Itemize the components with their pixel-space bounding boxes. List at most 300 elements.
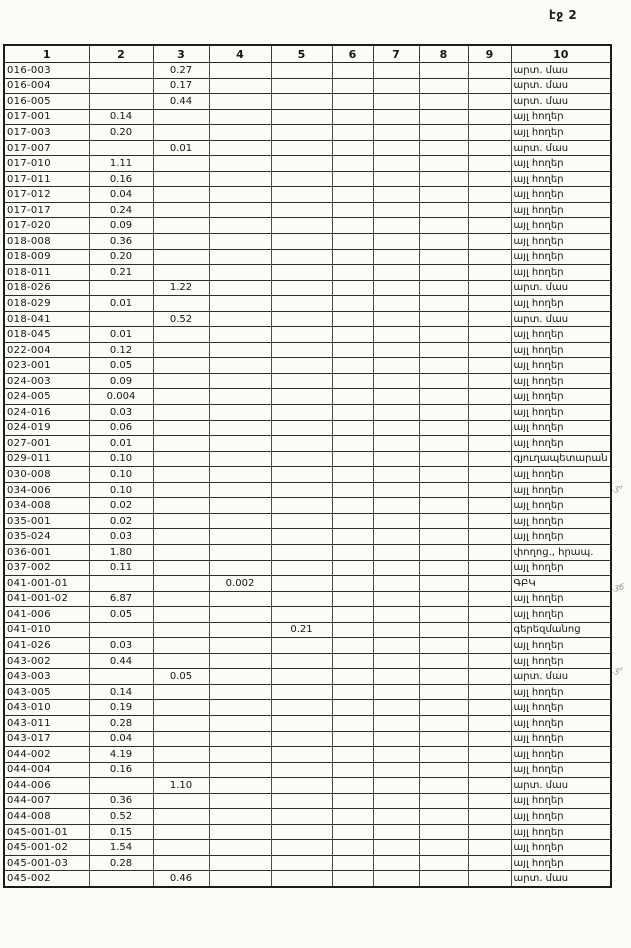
value-cell — [373, 296, 419, 312]
value-cell — [332, 762, 373, 778]
value-cell — [209, 358, 271, 374]
value-cell: 0.44 — [153, 94, 209, 110]
value-cell: 0.01 — [89, 296, 153, 312]
table-row — [4, 389, 611, 405]
value-cell — [373, 63, 419, 79]
parcel-code: 017-011 — [4, 171, 89, 187]
parcel-code: 034-006 — [4, 482, 89, 498]
value-cell — [419, 202, 468, 218]
value-cell: 0.12 — [89, 342, 153, 358]
parcel-code: 017-010 — [4, 156, 89, 172]
value-cell — [373, 311, 419, 327]
land-use-label: արտ. մաս — [511, 311, 611, 327]
value-cell — [419, 684, 468, 700]
value-cell — [271, 809, 332, 825]
value-cell — [419, 171, 468, 187]
value-cell — [419, 405, 468, 421]
land-use-label: այլ հողեր — [511, 715, 611, 731]
value-cell — [373, 249, 419, 265]
value-cell: 0.10 — [89, 451, 153, 467]
handwritten-margin-note: .ʒᵈ — [612, 483, 623, 493]
value-cell — [209, 824, 271, 840]
value-cell — [468, 669, 511, 685]
value-cell — [468, 218, 511, 234]
value-cell — [271, 249, 332, 265]
value-cell — [419, 622, 468, 638]
value-cell — [271, 560, 332, 576]
value-cell — [271, 156, 332, 172]
value-cell — [419, 747, 468, 763]
value-cell — [468, 622, 511, 638]
value-cell — [468, 405, 511, 421]
parcel-code: 044-004 — [4, 762, 89, 778]
value-cell — [209, 653, 271, 669]
table-row — [4, 373, 611, 389]
value-cell — [271, 855, 332, 871]
parcel-code: 017-003 — [4, 125, 89, 141]
value-cell — [373, 78, 419, 94]
value-cell: 0.01 — [153, 140, 209, 156]
value-cell — [271, 607, 332, 623]
table-row — [4, 436, 611, 452]
value-cell — [332, 482, 373, 498]
value-cell — [209, 202, 271, 218]
parcel-code: 024-019 — [4, 420, 89, 436]
value-cell — [209, 234, 271, 250]
value-cell — [373, 591, 419, 607]
table-row — [4, 607, 611, 623]
column-header: 5 — [271, 45, 332, 63]
value-cell — [89, 669, 153, 685]
value-cell — [373, 451, 419, 467]
value-cell: 0.03 — [89, 405, 153, 421]
value-cell — [468, 855, 511, 871]
value-cell — [419, 809, 468, 825]
value-cell — [209, 342, 271, 358]
value-cell — [209, 109, 271, 125]
table-row — [4, 576, 611, 592]
value-cell — [153, 327, 209, 343]
land-use-label: այլ հողեր — [511, 607, 611, 623]
value-cell — [153, 358, 209, 374]
value-cell — [153, 762, 209, 778]
value-cell — [419, 156, 468, 172]
land-use-label: այլ հողեր — [511, 187, 611, 203]
value-cell — [419, 653, 468, 669]
value-cell — [468, 373, 511, 389]
value-cell — [419, 280, 468, 296]
value-cell — [332, 544, 373, 560]
value-cell — [373, 529, 419, 545]
value-cell: 6.87 — [89, 591, 153, 607]
value-cell: 0.20 — [89, 125, 153, 141]
value-cell — [419, 140, 468, 156]
land-use-label: այլ հողեր — [511, 342, 611, 358]
value-cell — [89, 622, 153, 638]
value-cell — [468, 311, 511, 327]
value-cell — [373, 638, 419, 654]
value-cell — [419, 607, 468, 623]
land-use-label: այլ հողեր — [511, 467, 611, 483]
column-header: 10 — [511, 45, 611, 63]
value-cell — [271, 871, 332, 887]
value-cell — [419, 840, 468, 856]
value-cell — [209, 436, 271, 452]
value-cell — [271, 653, 332, 669]
table-row — [4, 171, 611, 187]
table-row — [4, 358, 611, 374]
table-row — [4, 482, 611, 498]
column-header: 8 — [419, 45, 468, 63]
value-cell — [468, 140, 511, 156]
value-cell: 0.05 — [89, 607, 153, 623]
land-use-label: այլ հողեր — [511, 700, 611, 716]
value-cell — [153, 560, 209, 576]
parcel-code: 045-001-03 — [4, 855, 89, 871]
value-cell: 0.01 — [89, 327, 153, 343]
land-use-label: այլ հողեր — [511, 389, 611, 405]
value-cell — [153, 125, 209, 141]
value-cell — [468, 793, 511, 809]
land-use-label: այլ հողեր — [511, 653, 611, 669]
parcel-code: 018-008 — [4, 234, 89, 250]
value-cell: 0.09 — [89, 218, 153, 234]
value-cell — [271, 840, 332, 856]
value-cell — [89, 871, 153, 887]
table-row — [4, 467, 611, 483]
value-cell — [209, 855, 271, 871]
value-cell — [332, 467, 373, 483]
column-header: 4 — [209, 45, 271, 63]
value-cell — [209, 249, 271, 265]
value-cell — [153, 342, 209, 358]
value-cell — [332, 747, 373, 763]
value-cell — [419, 544, 468, 560]
value-cell: 0.46 — [153, 871, 209, 887]
value-cell — [209, 187, 271, 203]
table-row — [4, 513, 611, 529]
value-cell — [209, 280, 271, 296]
table-row — [4, 715, 611, 731]
table-row — [4, 700, 611, 716]
value-cell — [332, 342, 373, 358]
land-use-label: ԳԲԿ — [511, 576, 611, 592]
value-cell — [468, 436, 511, 452]
value-cell — [271, 327, 332, 343]
column-header: 6 — [332, 45, 373, 63]
value-cell — [153, 840, 209, 856]
table-row — [4, 125, 611, 141]
value-cell — [89, 94, 153, 110]
value-cell: 0.002 — [209, 576, 271, 592]
value-cell — [209, 793, 271, 809]
value-cell — [419, 576, 468, 592]
parcel-code: 029-011 — [4, 451, 89, 467]
table-row — [4, 840, 611, 856]
value-cell — [153, 731, 209, 747]
value-cell — [468, 78, 511, 94]
value-cell — [209, 840, 271, 856]
handwritten-margin-note: .ʒб — [612, 583, 625, 593]
value-cell — [419, 311, 468, 327]
table-row — [4, 684, 611, 700]
value-cell — [271, 140, 332, 156]
value-cell — [419, 560, 468, 576]
value-cell — [373, 436, 419, 452]
table-row — [4, 296, 611, 312]
value-cell — [468, 125, 511, 141]
value-cell — [468, 280, 511, 296]
table-row — [4, 544, 611, 560]
table-row — [4, 280, 611, 296]
value-cell: 0.21 — [89, 265, 153, 281]
value-cell — [468, 700, 511, 716]
value-cell — [419, 529, 468, 545]
value-cell — [209, 373, 271, 389]
value-cell — [373, 684, 419, 700]
table-row — [4, 405, 611, 421]
value-cell — [468, 296, 511, 312]
land-use-label: այլ հողեր — [511, 436, 611, 452]
value-cell — [419, 78, 468, 94]
parcel-code: 035-024 — [4, 529, 89, 545]
value-cell — [419, 63, 468, 79]
parcel-code: 043-003 — [4, 669, 89, 685]
parcel-code: 041-001-02 — [4, 591, 89, 607]
value-cell — [153, 700, 209, 716]
value-cell — [271, 187, 332, 203]
value-cell — [373, 405, 419, 421]
land-use-label: այլ հողեր — [511, 296, 611, 312]
value-cell: 0.27 — [153, 63, 209, 79]
value-cell — [332, 140, 373, 156]
value-cell — [419, 327, 468, 343]
parcel-code: 044-008 — [4, 809, 89, 825]
value-cell — [332, 249, 373, 265]
value-cell — [209, 731, 271, 747]
table-row — [4, 793, 611, 809]
value-cell — [468, 265, 511, 281]
value-cell — [419, 249, 468, 265]
value-cell — [468, 778, 511, 794]
value-cell — [468, 840, 511, 856]
land-use-label: այլ հողեր — [511, 373, 611, 389]
value-cell — [468, 202, 511, 218]
value-cell: 0.06 — [89, 420, 153, 436]
value-cell — [271, 265, 332, 281]
value-cell — [468, 249, 511, 265]
parcel-code: 018-041 — [4, 311, 89, 327]
table-row — [4, 63, 611, 79]
parcel-code: 027-001 — [4, 436, 89, 452]
value-cell — [89, 63, 153, 79]
land-use-label: այլ հողեր — [511, 420, 611, 436]
land-use-label: այլ հողեր — [511, 591, 611, 607]
value-cell — [419, 187, 468, 203]
value-cell — [332, 576, 373, 592]
value-cell — [419, 871, 468, 887]
value-cell — [332, 265, 373, 281]
land-use-label: այլ հողեր — [511, 747, 611, 763]
parcel-code: 016-005 — [4, 94, 89, 110]
column-header: 1 — [4, 45, 89, 63]
value-cell — [209, 311, 271, 327]
value-cell: 1.10 — [153, 778, 209, 794]
value-cell — [153, 451, 209, 467]
value-cell — [468, 327, 511, 343]
value-cell — [332, 280, 373, 296]
value-cell — [373, 373, 419, 389]
value-cell — [373, 809, 419, 825]
value-cell — [373, 576, 419, 592]
table-row — [4, 560, 611, 576]
table-row — [4, 311, 611, 327]
value-cell — [419, 498, 468, 514]
column-header: 2 — [89, 45, 153, 63]
table-row — [4, 202, 611, 218]
parcel-code: 024-016 — [4, 405, 89, 421]
value-cell — [373, 715, 419, 731]
table-body — [4, 63, 611, 887]
value-cell — [332, 109, 373, 125]
land-use-label: այլ հողեր — [511, 824, 611, 840]
value-cell: 0.03 — [89, 638, 153, 654]
value-cell — [271, 762, 332, 778]
value-cell — [373, 358, 419, 374]
value-cell: 0.04 — [89, 187, 153, 203]
parcel-code: 035-001 — [4, 513, 89, 529]
value-cell — [468, 731, 511, 747]
value-cell — [271, 591, 332, 607]
value-cell — [332, 156, 373, 172]
value-cell — [419, 824, 468, 840]
value-cell — [332, 436, 373, 452]
value-cell — [271, 513, 332, 529]
parcel-code: 043-010 — [4, 700, 89, 716]
table-row — [4, 809, 611, 825]
value-cell — [419, 342, 468, 358]
value-cell — [89, 576, 153, 592]
value-cell — [332, 591, 373, 607]
value-cell — [153, 249, 209, 265]
value-cell: 0.36 — [89, 234, 153, 250]
value-cell — [419, 451, 468, 467]
value-cell — [153, 109, 209, 125]
value-cell: 0.36 — [89, 793, 153, 809]
value-cell — [332, 715, 373, 731]
parcel-code: 044-006 — [4, 778, 89, 794]
parcel-code: 018-009 — [4, 249, 89, 265]
value-cell — [373, 156, 419, 172]
land-use-label: արտ. մաս — [511, 778, 611, 794]
value-cell — [209, 218, 271, 234]
value-cell — [153, 576, 209, 592]
land-use-label: արտ. մաս — [511, 78, 611, 94]
value-cell — [153, 513, 209, 529]
value-cell: 0.17 — [153, 78, 209, 94]
value-cell — [468, 544, 511, 560]
value-cell — [468, 529, 511, 545]
value-cell — [332, 327, 373, 343]
value-cell — [209, 622, 271, 638]
value-cell — [468, 560, 511, 576]
value-cell — [373, 840, 419, 856]
land-use-label: այլ հողեր — [511, 762, 611, 778]
value-cell — [468, 451, 511, 467]
value-cell — [271, 171, 332, 187]
parcel-code: 034-008 — [4, 498, 89, 514]
value-cell — [373, 327, 419, 343]
parcel-code: 017-012 — [4, 187, 89, 203]
value-cell — [332, 840, 373, 856]
table-row — [4, 234, 611, 250]
table-row — [4, 591, 611, 607]
value-cell — [419, 373, 468, 389]
value-cell — [209, 94, 271, 110]
value-cell — [332, 560, 373, 576]
value-cell: 0.20 — [89, 249, 153, 265]
value-cell — [271, 731, 332, 747]
value-cell — [419, 669, 468, 685]
value-cell — [332, 855, 373, 871]
parcel-code: 024-003 — [4, 373, 89, 389]
value-cell — [209, 296, 271, 312]
land-use-label: այլ հողեր — [511, 202, 611, 218]
value-cell — [373, 467, 419, 483]
value-cell — [419, 94, 468, 110]
value-cell — [419, 389, 468, 405]
value-cell — [373, 622, 419, 638]
value-cell — [153, 373, 209, 389]
value-cell — [332, 202, 373, 218]
parcel-code: 017-020 — [4, 218, 89, 234]
value-cell — [332, 171, 373, 187]
value-cell — [373, 855, 419, 871]
parcel-code: 022-004 — [4, 342, 89, 358]
value-cell — [332, 218, 373, 234]
table-row — [4, 498, 611, 514]
value-cell — [271, 498, 332, 514]
value-cell — [209, 529, 271, 545]
value-cell — [373, 342, 419, 358]
value-cell — [153, 420, 209, 436]
value-cell — [332, 420, 373, 436]
value-cell — [153, 482, 209, 498]
value-cell: 1.54 — [89, 840, 153, 856]
land-use-label: այլ հողեր — [511, 218, 611, 234]
value-cell — [89, 78, 153, 94]
value-cell — [373, 669, 419, 685]
value-cell — [209, 778, 271, 794]
table-row — [4, 78, 611, 94]
data-table — [3, 44, 612, 888]
value-cell: 0.10 — [89, 467, 153, 483]
value-cell — [373, 653, 419, 669]
value-cell — [468, 94, 511, 110]
value-cell — [468, 358, 511, 374]
value-cell — [332, 498, 373, 514]
value-cell — [153, 607, 209, 623]
value-cell — [332, 296, 373, 312]
value-cell — [153, 389, 209, 405]
value-cell — [209, 560, 271, 576]
value-cell — [419, 358, 468, 374]
page-number-label: էջ 2 — [549, 8, 578, 22]
value-cell — [209, 871, 271, 887]
value-cell: 0.15 — [89, 824, 153, 840]
value-cell — [332, 358, 373, 374]
value-cell — [468, 762, 511, 778]
